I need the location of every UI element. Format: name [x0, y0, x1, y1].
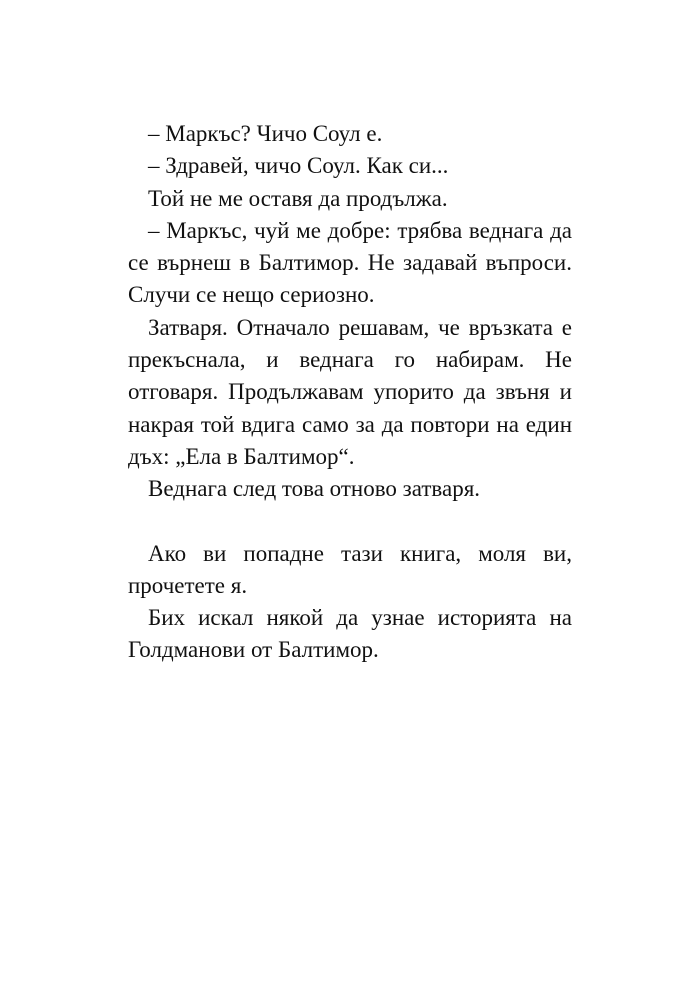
paragraph-dialogue-3: – Маркъс, чуй ме добре: трябва веднага да се върнеш в Балтимор. Не задавай въпроси. Случи се нещо сериозно.: [128, 217, 572, 308]
paragraph-narration-2: Затваря. Отначало решавам, че връзката е прекъснала, и веднага го набирам. Не отговаря. Продължавам упорито да звъня и накрая той вдига само за да повтори на един дъх: „Ела в Балтимор“.: [128, 314, 572, 469]
paragraph-request-1: Ако ви попадне тази книга, моля ви, прочетете я.: [128, 540, 572, 598]
paragraph-narration-3: Веднага след това отново затваря.: [148, 476, 481, 502]
paragraph-dialogue-2: – Здравей, чичо Соул. Как си...: [148, 153, 449, 179]
page-text: [128, 118, 572, 667]
paragraph-narration-1: Той не ме оставя да продължа.: [148, 185, 448, 211]
paragraph-dialogue-1: – Маркъс? Чичо Соул е.: [148, 121, 383, 146]
section-break: [128, 506, 572, 538]
paragraph-request-2: Бих искал някой да узнае историята на Голдманови от Балтимор.: [128, 605, 572, 663]
